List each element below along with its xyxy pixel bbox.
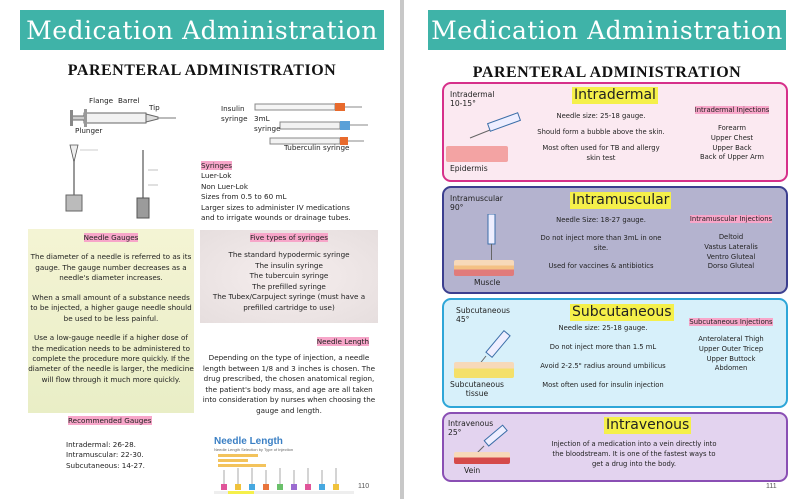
subcutaneous-fact: Most often used for insulin injection — [542, 380, 664, 389]
intradermal-fact: Most often used for TB and allergy skin test — [542, 143, 660, 162]
recommended-gauge-item: Intradermal: 26-28. — [66, 440, 136, 449]
intramuscular-title: Intramuscular — [572, 192, 670, 208]
recommended-gauges-heading: Recommended Gauges — [68, 416, 152, 425]
injection-site: Ventro Gluteal — [706, 252, 756, 261]
injection-site: Upper Chest — [710, 133, 754, 142]
intramuscular-facts — [538, 216, 664, 271]
intramuscular-fact: Needle Size: 18-27 gauge. — [556, 216, 646, 224]
needle-gauges-paragraph: When a small amount of a substance needs to be injected, a higher gauge needle should be used to be less painful. — [30, 292, 192, 323]
page-subtitle: PARENTERAL ADMINISTRATION — [67, 62, 337, 79]
needle-gauges-heading: Needle Gauges — [83, 233, 139, 242]
recommended-heading-wrap — [68, 416, 152, 426]
page-subtitle: PARENTERAL ADMINISTRATION — [472, 64, 742, 81]
three-ml-syringe-label: 3mL syringe — [254, 114, 281, 134]
plunger-label: Plunger — [75, 126, 103, 135]
injection-site: Vastus Lateralis — [704, 242, 758, 251]
intramuscular-syringe-icon — [482, 214, 502, 264]
intradermal-tissue-label: Epidermis — [450, 164, 488, 173]
intradermal-title: Intradermal — [574, 87, 656, 103]
needle-length-chart-title: Needle Length — [214, 436, 283, 447]
injection-site: Abdomen — [714, 364, 748, 373]
intramuscular-card — [442, 186, 788, 294]
needle-detail-illustration — [58, 140, 168, 225]
five-types-section — [200, 230, 378, 323]
syringes-line: Non Luer-Lok — [201, 181, 248, 191]
intravenous-angle-label: Intravenous 25° — [448, 419, 494, 438]
intradermal-angle-label: Intradermal 10-15° — [450, 90, 495, 109]
syringes-heading: Syringes — [201, 161, 233, 170]
subcutaneous-sites — [678, 318, 784, 374]
syringes-line: Luer-Lok — [201, 171, 232, 181]
needle-length-text: Depending on the type of injection, a needle length between 1/8 and 3 inches is chosen. The drug prescribed, the chosen anatomical region, the patient's body mass, and age are all taken into consideration by nurses when choosing the gauge and length. — [202, 353, 376, 415]
intradermal-fact: Should form a bubble above the skin. — [537, 127, 665, 136]
intramuscular-tissue-label: Muscle — [474, 278, 501, 287]
intramuscular-fact: Used for vaccines & antibiotics — [548, 261, 654, 270]
injection-site: Dorso Gluteal — [707, 262, 755, 271]
recommended-gauges-list — [66, 440, 196, 471]
intramuscular-sites-heading: Intramuscular Injections — [689, 215, 773, 223]
subcutaneous-layer — [454, 362, 514, 378]
barrel-label: Barrel — [118, 96, 140, 105]
needle-length-heading: Needle Length — [316, 337, 369, 346]
syringes-line: Larger sizes to administer IV medications — [201, 202, 350, 212]
injection-site: Upper Buttock — [706, 354, 756, 363]
needle-length-chart-subtitle: Needle Length Selection by Type of Injection — [214, 447, 294, 452]
subcutaneous-title: Subcutaneous — [572, 304, 672, 320]
intravenous-title: Intravenous — [606, 417, 690, 433]
subcutaneous-facts — [540, 324, 666, 390]
five-types-heading: Five types of syringes — [249, 233, 329, 242]
intramuscular-sites — [678, 215, 784, 272]
recommended-gauge-item: Subcutaneous: 14-27. — [66, 460, 145, 470]
needle-length-chart — [214, 436, 354, 494]
needle-gauges-paragraph: Use a low-gauge needle if a higher dose of the medication needs to be administered to complete the procedure more quickly. If the diameter of the needle is larger, the medicine will flow through it much more quickly. — [28, 333, 194, 384]
syringe-type-item: The tubercuin syringe — [249, 271, 329, 281]
tuberculin-syringe-label: Tuberculin syringe — [284, 143, 350, 152]
subcutaneous-sites-heading: Subcutaneous Injections — [689, 318, 773, 326]
page-number: 110 — [358, 483, 370, 490]
subcutaneous-fact: Do not inject more than 1.5 mL — [549, 342, 657, 351]
subcutaneous-tissue-label: Subcutaneous tissue — [450, 380, 504, 399]
skin-layer — [446, 146, 508, 162]
injection-site: Deltoid — [718, 232, 744, 241]
intradermal-sites-heading: Intradermal Injections — [694, 106, 770, 114]
syringe-type-item: The prefilled syringe — [252, 281, 326, 291]
injection-site: Anterolateral Thigh — [698, 334, 764, 343]
intradermal-sites — [680, 106, 784, 163]
intradermal-card — [442, 82, 788, 182]
intravenous-text: Injection of a medication into a vein directly into the bloodstream. It is one of the fastest ways to get a drug into the body. — [551, 440, 717, 468]
syringe-type-item: The standard hypodermic syringe — [228, 250, 350, 260]
needle-gauges-section — [28, 229, 194, 413]
needle-gauges-paragraph: The diameter of a needle is referred to as its gauge. The gauge number decreases as a needle's diameter increases. — [30, 252, 192, 283]
intradermal-syringe-icon — [468, 104, 528, 144]
intradermal-fact: Needle size: 25-18 gauge. — [556, 112, 646, 120]
injection-site: Upper Back — [712, 143, 752, 152]
intravenous-card — [442, 412, 788, 482]
tip-label: Tip — [149, 103, 160, 112]
injection-site: Back of Upper Arm — [699, 153, 765, 162]
injection-site: Upper Outer Tricep — [698, 344, 764, 353]
intradermal-facts — [536, 112, 666, 163]
muscle-layer — [454, 260, 514, 276]
subcutaneous-card — [442, 298, 788, 408]
syringe-type-item: The insulin syringe — [255, 260, 323, 270]
subcutaneous-fact: Needle size: 25-18 gauge. — [558, 324, 648, 332]
insulin-syringe-label: Insulin syringe — [221, 104, 248, 124]
page-banner: Medication Administration — [428, 10, 786, 50]
syringes-line: Sizes from 0.5 to 60 mL — [201, 192, 287, 202]
intramuscular-angle-label: Intramuscular 90° — [450, 194, 503, 213]
intramuscular-fact: Do not inject more than 3mL in one site. — [540, 233, 662, 252]
right-page — [404, 0, 794, 499]
injection-site: Forearm — [717, 123, 747, 132]
subcutaneous-fact: Avoid 2-2.5" radius around umbilicus — [540, 361, 666, 370]
subcutaneous-angle-label: Subcutaneous 45° — [456, 306, 510, 325]
needle-length-section — [201, 337, 377, 416]
syringes-line: and to irrigate wounds or drainage tubes. — [201, 213, 351, 223]
intravenous-tissue-label: Vein — [464, 466, 481, 475]
syringes-section — [201, 161, 391, 224]
syringe-type-item: The Tubex/Carpuject syringe (must have a prefilled cartridge to use) — [212, 292, 366, 312]
recommended-gauge-item: Intramuscular: 22-30. — [66, 450, 144, 460]
page-number: 111 — [766, 483, 777, 490]
vein-layer — [454, 452, 510, 464]
needle-length-chart-graphic — [214, 452, 354, 494]
page-banner: Medication Administration — [20, 10, 384, 50]
flange-label: Flange — [89, 96, 114, 105]
